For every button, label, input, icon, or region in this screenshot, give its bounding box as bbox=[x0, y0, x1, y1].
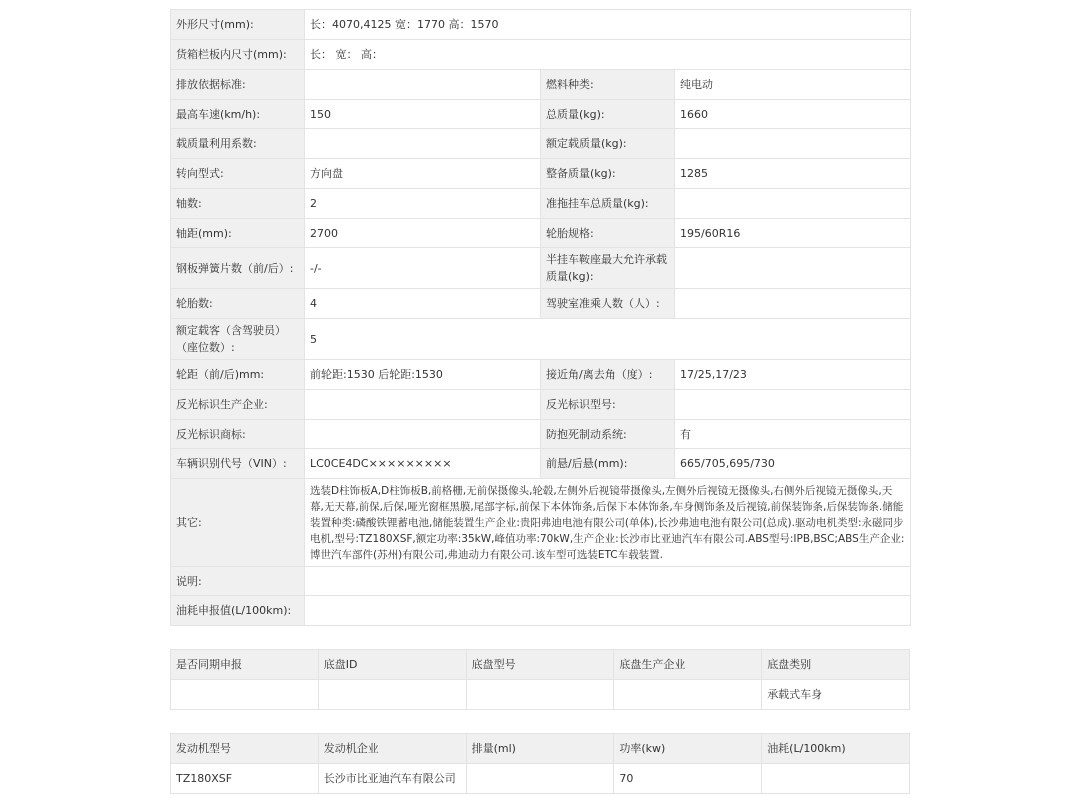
vehicle-spec-table bbox=[170, 9, 911, 626]
other-value: 选装D柱饰板A,D柱饰板B,前格栅,无前保摄像头,轮毂,左侧外后视镜带摄像头,左侧外后视镜无摄像头,右侧外后视镜无摄像头,天幕,无天幕,前保,后保,哑光窗框黑膜,尾部字标,前保下本体饰条,后保下本体饰条,车身侧饰条及后视镜,前保装饰条,后保装饰条.储能装置种类:磷酸铁锂蓄电池,储能装置生产企业:贵阳弗迪电池有限公司(单体),长沙弗迪电池有限公司(总成).驱动电机类型:永磁同步电机,型号:TZ180XSF,额定功率:35kW,峰值功率:70kW,生产企业:长沙市比亚迪汽车有限公司.ABS型号:IPB,BSC;ABS生产企业:博世汽车部件(苏州)有限公司,弗迪动力有限公司.该车型可选装ETC车载装置. bbox=[305, 479, 911, 567]
chassis-header: 是否同期申报 bbox=[171, 650, 319, 680]
spec-value bbox=[675, 390, 911, 420]
spec-value: 2700 bbox=[305, 219, 541, 248]
spec-label: 总质量(kg): bbox=[541, 100, 675, 129]
spec-value bbox=[305, 390, 541, 420]
note-label: 说明: bbox=[171, 567, 305, 596]
table-row bbox=[171, 764, 910, 794]
chassis-header: 底盘生产企业 bbox=[614, 650, 762, 680]
chassis-header: 底盘型号 bbox=[466, 650, 614, 680]
engine-cell: 长沙市比亚迪汽车有限公司 bbox=[318, 764, 466, 794]
spec-label: 额定载客（含驾驶员）（座位数）: bbox=[171, 319, 305, 360]
spec-label: 反光标识型号: bbox=[541, 390, 675, 420]
spec-value: 2 bbox=[305, 189, 541, 219]
chassis-table bbox=[170, 649, 910, 710]
engine-cell bbox=[466, 764, 614, 794]
spec-value: 长：4070,4125 宽：1770 高：1570 bbox=[305, 10, 911, 40]
spec-value bbox=[305, 129, 541, 159]
spec-label: 载质量利用系数: bbox=[171, 129, 305, 159]
spec-value: 17/25,17/23 bbox=[675, 360, 911, 390]
spec-label: 整备质量(kg): bbox=[541, 159, 675, 189]
engine-cell bbox=[762, 764, 910, 794]
spec-label: 最高车速(km/h): bbox=[171, 100, 305, 129]
spec-label: 额定载质量(kg): bbox=[541, 129, 675, 159]
spec-value bbox=[675, 189, 911, 219]
spec-row bbox=[171, 449, 911, 479]
spec-row bbox=[171, 248, 911, 289]
spec-value: 纯电动 bbox=[675, 70, 911, 100]
engine-header: 排量(ml) bbox=[466, 734, 614, 764]
chassis-header: 底盘类别 bbox=[762, 650, 910, 680]
spec-value bbox=[305, 70, 541, 100]
spec-label: 燃料种类: bbox=[541, 70, 675, 100]
spec-row bbox=[171, 360, 911, 390]
spec-label: 车辆识别代号（VIN）: bbox=[171, 449, 305, 479]
spec-value: 5 bbox=[305, 319, 911, 360]
spec-label: 轮距（前/后)mm: bbox=[171, 360, 305, 390]
spec-label: 轮胎规格: bbox=[541, 219, 675, 248]
engine-header: 发动机企业 bbox=[318, 734, 466, 764]
spec-row bbox=[171, 420, 911, 449]
spec-row bbox=[171, 100, 911, 129]
spec-value: 150 bbox=[305, 100, 541, 129]
spec-value: 方向盘 bbox=[305, 159, 541, 189]
engine-header: 功率(kw) bbox=[614, 734, 762, 764]
chassis-cell: 承载式车身 bbox=[762, 680, 910, 710]
spec-row bbox=[171, 289, 911, 319]
spec-value: 1660 bbox=[675, 100, 911, 129]
spec-value: 4 bbox=[305, 289, 541, 319]
fuel-declared-label: 油耗申报值(L/100km): bbox=[171, 596, 305, 626]
spec-label: 接近角/离去角（度）: bbox=[541, 360, 675, 390]
spec-label: 转向型式: bbox=[171, 159, 305, 189]
chassis-cell bbox=[466, 680, 614, 710]
spec-row bbox=[171, 159, 911, 189]
chassis-cell bbox=[614, 680, 762, 710]
spec-value: 长： 宽： 高： bbox=[305, 40, 911, 70]
spec-row bbox=[171, 390, 911, 420]
spec-label: 半挂车鞍座最大允许承载质量(kg): bbox=[541, 248, 675, 289]
engine-header: 发动机型号 bbox=[171, 734, 319, 764]
fuel-declared-value bbox=[305, 596, 911, 626]
table-row bbox=[171, 680, 910, 710]
engine-cell: TZ180XSF bbox=[171, 764, 319, 794]
other-label: 其它: bbox=[171, 479, 305, 567]
spec-value bbox=[675, 129, 911, 159]
spec-label: 钢板弹簧片数（前/后）: bbox=[171, 248, 305, 289]
engine-cell: 70 bbox=[614, 764, 762, 794]
spec-label: 轴数: bbox=[171, 189, 305, 219]
spec-row bbox=[171, 129, 911, 159]
chassis-cell bbox=[318, 680, 466, 710]
spec-value: 195/60R16 bbox=[675, 219, 911, 248]
spec-row bbox=[171, 189, 911, 219]
spec-value bbox=[675, 248, 911, 289]
chassis-cell bbox=[171, 680, 319, 710]
spec-label: 货箱栏板内尺寸(mm): bbox=[171, 40, 305, 70]
spec-label: 反光标识商标: bbox=[171, 420, 305, 449]
chassis-header: 底盘ID bbox=[318, 650, 466, 680]
spec-value: 有 bbox=[675, 420, 911, 449]
spec-label: 前悬/后悬(mm): bbox=[541, 449, 675, 479]
spec-row bbox=[171, 70, 911, 100]
spec-label: 轮胎数: bbox=[171, 289, 305, 319]
note-value bbox=[305, 567, 911, 596]
spec-value: -/- bbox=[305, 248, 541, 289]
spec-label: 准拖挂车总质量(kg): bbox=[541, 189, 675, 219]
spec-label: 防抱死制动系统: bbox=[541, 420, 675, 449]
engine-table bbox=[170, 733, 910, 794]
spec-label: 外形尺寸(mm): bbox=[171, 10, 305, 40]
spec-label: 轴距(mm): bbox=[171, 219, 305, 248]
spec-value: 前轮距:1530 后轮距:1530 bbox=[305, 360, 541, 390]
spec-value bbox=[675, 289, 911, 319]
spec-value bbox=[305, 420, 541, 449]
spec-label: 反光标识生产企业: bbox=[171, 390, 305, 420]
spec-value: 1285 bbox=[675, 159, 911, 189]
spec-label: 排放依据标准: bbox=[171, 70, 305, 100]
vin-value: LC0CE4DC××××××××× bbox=[305, 449, 541, 479]
spec-row bbox=[171, 219, 911, 248]
spec-label: 驾驶室准乘人数（人）: bbox=[541, 289, 675, 319]
engine-header: 油耗(L/100km) bbox=[762, 734, 910, 764]
spec-value: 665/705,695/730 bbox=[675, 449, 911, 479]
